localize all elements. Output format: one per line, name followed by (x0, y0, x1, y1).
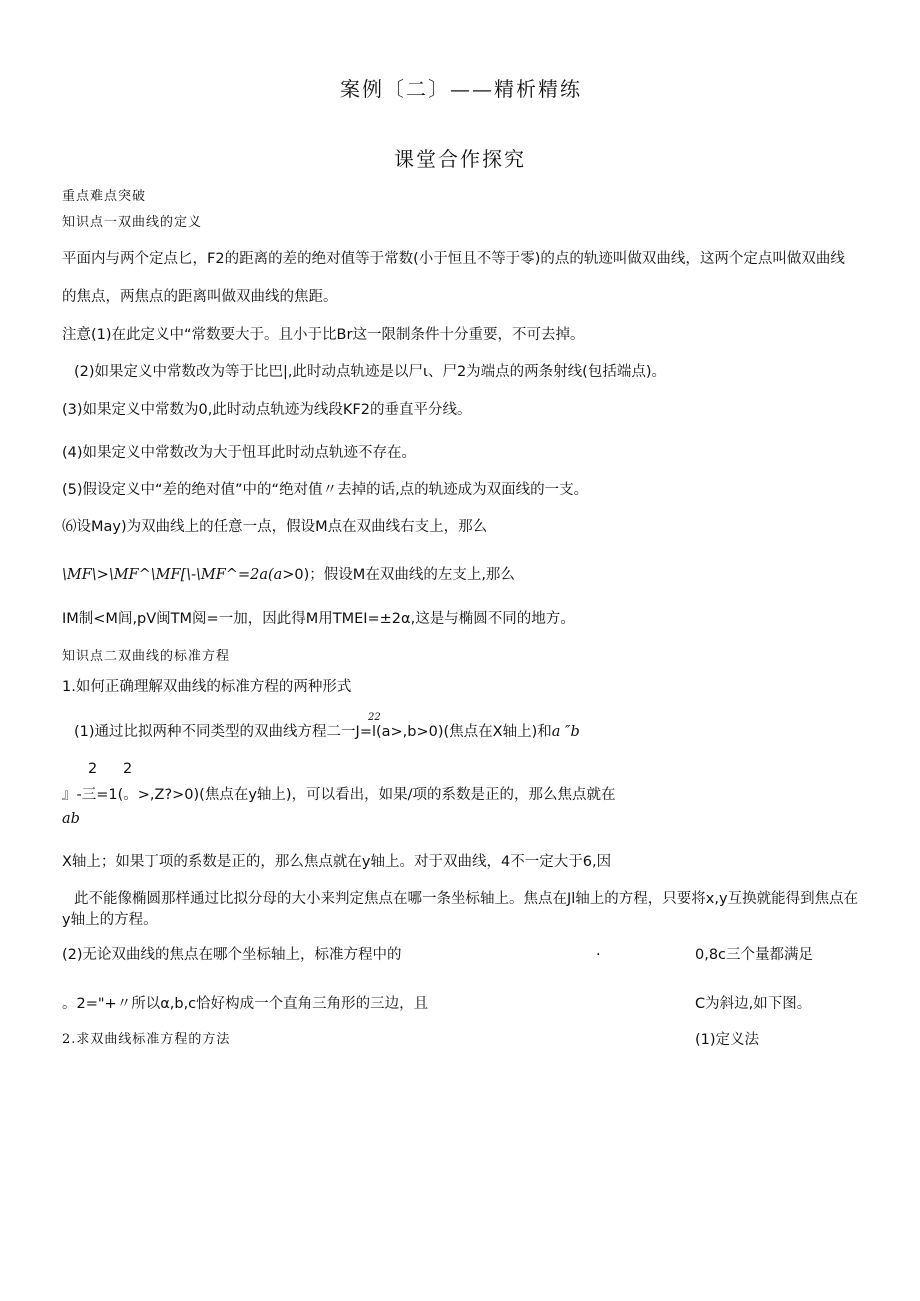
kp1-para1-line1: 平面内与两个定点匕，F2的距离的差的绝对值等于常数(小于恒且不等于零)的点的轨迹叫做双曲线，这两个定点叫做双曲线 (62, 251, 845, 267)
kp2-eq-line: 』-三=1(。>,Z?>0)(焦点在y轴上)，可以看出，如果/项的系数是正的，那么焦点就在 (62, 787, 616, 803)
kp1-im-line: IM制<M闾,pV闽TM阅=一加，因此得M用TMEI=±2α,这是与椭圆不同的地方。 (62, 611, 575, 627)
kp1-note2: (2)如果定义中常数改为等于比巴|,此时动点轨迹是以尸ι、尸2为端点的两条射线(包括端点)。 (74, 364, 666, 380)
section-heading: 重点难点突破 (62, 189, 147, 204)
kp1-note1: 注意(1)在此定义中“常数要大于。且小于比Br这一限制条件十分重要，不可去掉。 (62, 327, 585, 343)
kp2-item3-left: 。2="+〃所以α,b,c恰好构成一个直角三角形的三边，且 (62, 996, 429, 1012)
kp2-ab: ab (62, 811, 80, 827)
kp2-q2: 2.求双曲线标准方程的方法 (62, 1032, 231, 1047)
kp2-num-a: 2 (88, 761, 98, 777)
kp2-q2-right: (1)定义法 (695, 1032, 760, 1048)
formula-rest: 0)；假设M在双曲线的左支上,那么 (294, 567, 515, 583)
kp2-item1 (74, 723, 580, 741)
kp2-para-tall: 此不能像椭圆那样通过比拟分母的大小来判定焦点在哪一条坐标轴上。焦点在Jl轴上的方程，只要将x,y互换就能得到焦点在y轴上的方程。 (62, 891, 859, 928)
kp2-q1: 1.如何正确理解双曲线的标准方程的两种形式 (62, 679, 352, 695)
kp2-item3-right: C为斜边,如下图。 (695, 996, 812, 1012)
item1-tail: a ″b (551, 724, 580, 740)
kp2-heading: 知识点二双曲线的标准方程 (62, 649, 231, 664)
kp2-item2-right: 0,8c三个量都满足 (695, 947, 814, 963)
kp1-note3: (3)如果定义中常数为0,此时动点轨迹为线段KF2的垂直平分线。 (62, 402, 472, 418)
kp2-item2-left: (2)无论双曲线的焦点在哪个坐标轴上，标准方程中的 (62, 947, 402, 963)
kp2-sup-22: 22 (368, 712, 381, 723)
kp2-item2-dot: · (596, 947, 601, 963)
kp1-para1-line2: 的焦点，两焦点的距离叫做双曲线的焦距。 (62, 289, 338, 305)
kp2-xaxis-line: X轴上；如果丁项的系数是正的，那么焦点就在y轴上。对于双曲线，4不一定大于6,因 (62, 854, 612, 870)
formula-italic: \MF\>\MF^\MF[\-\MF^=2a(a> (62, 567, 295, 583)
kp1-heading: 知识点一双曲线的定义 (62, 215, 203, 230)
page-title: 案例〔二〕——精析精练 (340, 77, 582, 101)
kp1-note5: (5)假设定义中“差的绝对值”中的“绝对值〃去掉的话,点的轨迹成为双面线的一支。 (62, 482, 589, 498)
kp1-note6: ⑹设May)为双曲线上的任意一点，假设M点在双曲线右支上，那么 (62, 519, 488, 535)
page-subtitle: 课堂合作探究 (394, 147, 526, 171)
kp1-formula (62, 566, 515, 584)
kp2-num-b: 2 (123, 761, 133, 777)
kp1-note4: (4)如果定义中常数改为大于忸耳此时动点轨迹不存在。 (62, 445, 417, 461)
item1-text: (1)通过比拟两种不同类型的双曲线方程二一J=l(a>,b>0)(焦点在X轴上)和 (74, 724, 552, 740)
